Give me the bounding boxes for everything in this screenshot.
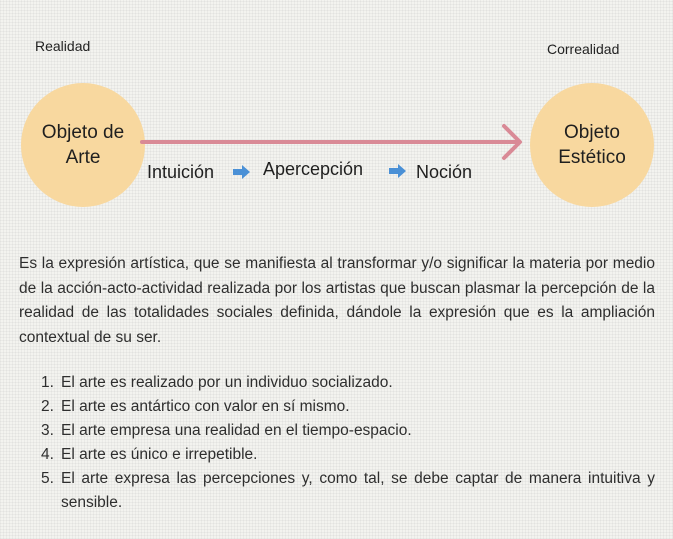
list-item-number: 2. bbox=[41, 398, 54, 415]
blue-arrow-icon bbox=[389, 164, 407, 178]
list-item-text: El arte es realizado por un individuo socializado. bbox=[61, 374, 393, 391]
definition-paragraph: Es la expresión artística, que se manifiesta al transformar y/o significar la materia por medio de la acción-acto-actividad realizada por los artistas que buscan plasmar la percepción de la realidad de las totalidades sociales definida, dándole la expresión que es la ampliación contextual de su ser. bbox=[19, 255, 655, 346]
list-item-text: El arte es único e irrepetible. bbox=[61, 446, 258, 463]
node-objeto-estetico bbox=[530, 83, 654, 207]
node-objeto-estetico-label: Objeto Estético bbox=[558, 122, 626, 168]
list-item-text: El arte es antártico con valor en sí mismo. bbox=[61, 398, 350, 415]
step-apercepcion: Apercepción bbox=[263, 159, 364, 179]
list-item bbox=[41, 395, 655, 419]
list-item-number: 4. bbox=[41, 446, 54, 463]
node-objeto-de-arte-label: Objeto de Arte bbox=[41, 122, 125, 168]
label-correalidad: Correalidad bbox=[547, 41, 620, 57]
step-intuicion: Intuición bbox=[147, 162, 215, 182]
label-realidad: Realidad bbox=[35, 38, 91, 54]
list-item-number: 3. bbox=[41, 422, 54, 439]
list-item bbox=[41, 371, 655, 395]
list-item-number: 1. bbox=[41, 374, 54, 391]
list-item bbox=[41, 443, 655, 467]
characteristics-list bbox=[41, 371, 655, 515]
list-item bbox=[41, 419, 655, 443]
main-arrow bbox=[140, 120, 525, 164]
blue-arrow-icon bbox=[233, 165, 251, 179]
list-item-text: El arte empresa una realidad en el tiempo-espacio. bbox=[61, 422, 412, 439]
list-item bbox=[41, 467, 655, 515]
step-nocion: Noción bbox=[416, 162, 473, 182]
list-item-number: 5. bbox=[41, 470, 54, 487]
node-objeto-de-arte bbox=[21, 83, 145, 207]
list-item-text: El arte expresa las percepciones y, como tal, se debe captar de manera intuitiva y sensible. bbox=[61, 470, 655, 511]
